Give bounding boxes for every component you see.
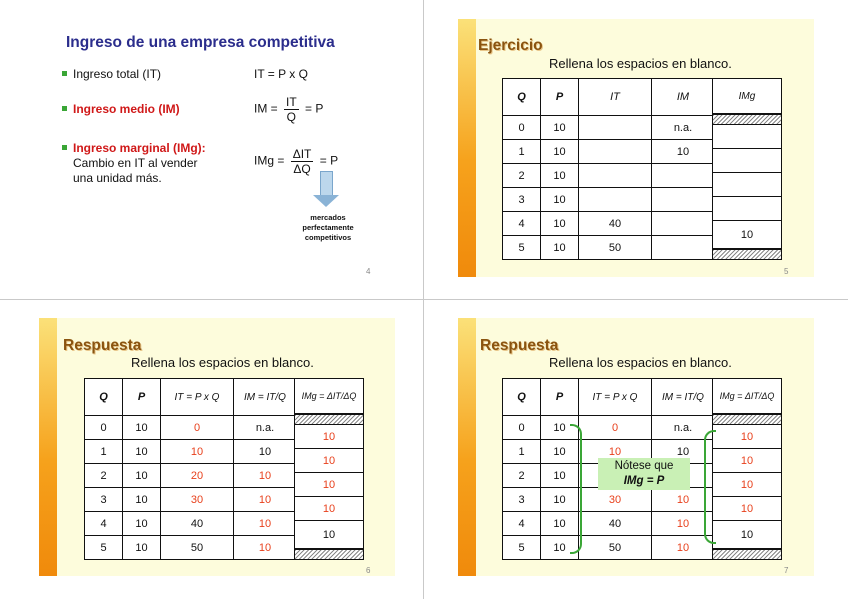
slide-accent-bar: [458, 19, 476, 277]
down-arrow-icon: [320, 171, 333, 196]
left-brace-icon: [570, 424, 582, 554]
img-cell: [712, 197, 782, 221]
page-number: 6: [366, 566, 371, 575]
slide-accent-bar: [39, 318, 57, 576]
slide-accent-bar: [458, 318, 476, 576]
img-cell: 10: [294, 425, 364, 449]
note-mercados: mercados perfectamente competitivos: [302, 213, 354, 242]
callout-note: Nótese que IMg = P: [598, 458, 690, 490]
formula-im: IM = $\frac{IT}{Q}$ = P: [254, 95, 324, 124]
img-cell: 10: [712, 521, 782, 549]
bullet-marker-icon: [62, 71, 67, 76]
slide-subtitle: Rellena los espacios en blanco.: [131, 355, 314, 370]
table-row: 4 10 40: [503, 212, 715, 236]
bullet-ingreso-marginal: Ingreso marginal (IMg): Cambio en IT al vender una unidad más.: [62, 141, 206, 186]
col-header-it: IT: [579, 79, 652, 116]
hatch-cell: [712, 249, 782, 260]
col-header-p: P: [541, 379, 579, 416]
table-row: 1 10 10 10: [85, 440, 297, 464]
bullet-marker-icon: [62, 106, 67, 111]
slide-title: Respuesta: [63, 337, 142, 354]
col-header-img: IMg: [712, 78, 782, 114]
col-header-im: IM = IT/Q: [652, 379, 715, 416]
formula-it: IT = P x Q: [254, 67, 308, 81]
img-column: [294, 378, 364, 560]
col-header-im: IM: [652, 79, 715, 116]
table-row: 1 10 10 10: [503, 440, 715, 464]
page-number: 4: [366, 267, 371, 276]
img-cell: [712, 173, 782, 197]
col-header-im: IM = IT/Q: [234, 379, 297, 416]
bullet-ingreso-total: Ingreso total (IT): [62, 67, 161, 82]
img-cell: 10: [294, 473, 364, 497]
img-cell: 10: [294, 449, 364, 473]
hatch-cell: [712, 414, 782, 425]
table-row: 4 10 40 10: [85, 512, 297, 536]
slide-subtitle: Rellena los espacios en blanco.: [549, 355, 732, 370]
img-column: [712, 78, 782, 260]
slide-title: Respuesta: [480, 337, 559, 354]
right-brace-icon: [704, 430, 716, 544]
table-row: 5 10 50 10: [503, 536, 715, 560]
table-row: 3 10 30 10: [503, 488, 715, 512]
down-arrow-head-icon: [313, 195, 339, 207]
table-row: 0 10 0 n.a.: [503, 416, 715, 440]
slide-subtitle: Rellena los espacios en blanco.: [549, 56, 732, 71]
slide-title: Ejercicio: [478, 37, 543, 54]
answer-table: [84, 378, 297, 560]
table-row: 2 10 20 10: [85, 464, 297, 488]
img-cell: [712, 149, 782, 173]
img-cell: 10: [712, 221, 782, 249]
formula-img: IMg = $\frac{\text{ΔIT}}{\Delta Q}$ = P: [254, 147, 339, 176]
table-row: 4 10 40 10: [503, 512, 715, 536]
img-column: [712, 378, 782, 560]
table-row: 2 10: [503, 164, 715, 188]
hatch-cell: [294, 549, 364, 560]
page-number: 7: [784, 566, 789, 575]
col-header-q: Q: [503, 79, 541, 116]
table-row: 5 10 50: [503, 236, 715, 260]
hatch-cell: [712, 114, 782, 125]
col-header-p: P: [541, 79, 579, 116]
bullet-ingreso-medio: Ingreso medio (IM): [62, 102, 180, 117]
exercise-table: [502, 78, 715, 260]
table-row: 3 10: [503, 188, 715, 212]
col-header-it: IT = P x Q: [579, 379, 652, 416]
img-cell: [712, 125, 782, 149]
col-header-q: Q: [503, 379, 541, 416]
col-header-img: IMg = ΔIT/ΔQ: [294, 378, 364, 414]
col-header-q: Q: [85, 379, 123, 416]
page-number: 5: [784, 267, 789, 276]
slide-title: Ingreso de una empresa competitiva: [66, 34, 335, 51]
table-row: 3 10 30 10: [85, 488, 297, 512]
table-row: 5 10 50 10: [85, 536, 297, 560]
table-row: 0 10 0 n.a.: [85, 416, 297, 440]
hatch-cell: [712, 549, 782, 560]
bullet-marker-icon: [62, 145, 67, 150]
img-cell: 10: [712, 473, 782, 497]
slide-divider-horizontal: [0, 299, 848, 300]
col-header-it: IT = P x Q: [161, 379, 234, 416]
hatch-cell: [294, 414, 364, 425]
table-row: 0 10 n.a.: [503, 116, 715, 140]
img-cell: 10: [712, 449, 782, 473]
table-row: 1 10 10: [503, 140, 715, 164]
img-cell: 10: [294, 521, 364, 549]
col-header-p: P: [123, 379, 161, 416]
img-cell: 10: [712, 425, 782, 449]
col-header-img: IMg = ΔIT/ΔQ: [712, 378, 782, 414]
img-cell: 10: [294, 497, 364, 521]
table-row: 2 10: [503, 464, 715, 488]
img-cell: 10: [712, 497, 782, 521]
